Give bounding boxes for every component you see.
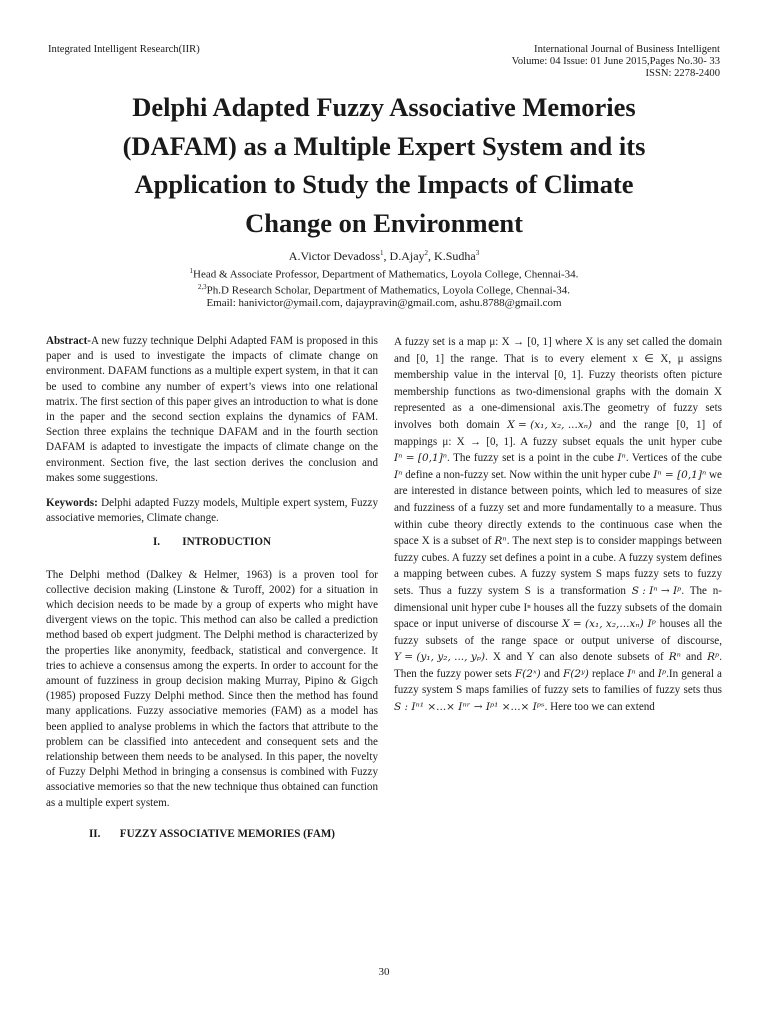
math-power-set-x: F(2ˣ) [514,667,541,680]
author-2: , D.Ajay [383,249,425,263]
math-ip-replace: Iᵖ [657,667,667,680]
abstract-text: A new fuzzy technique Delphi Adapted FAM is proposed in this paper and is used to investigate the impacts of climate change on environment. DAFAM functions as a multiple expert system, in that it can be used to combine any number of expert’s views into one relational matrix. The first section of this paper gives an introduction to what is done in the paper and the second section explains the dynamics of FAM. Section three explains the technique DAFAM and in the fourth section DAFAM is adapted to investigate the impacts of climate change on the environment. Section five, the last section derives the conclusion and makes some suggestions. [46,335,378,484]
author-list [40,246,728,265]
author-1: A.Victor Devadoss [288,249,381,263]
text-run-6: we are interested in distance between points, which led to measures of size and fuzziness of a fuzzy set and more fundamentally to a measure. Thus within cube theory directly extends to the continuous case when the space X is a subset of [394,468,722,548]
text-run-2: and the range [0, 1] of mappings μ: X → [0, 1]. A fuzzy subset equals the unit hyper cube [394,418,722,448]
math-in-replace: Iⁿ [627,667,636,680]
text-run-9: houses all the fuzzy subsets of the range space or output universe of discourse, [394,618,722,647]
math-x-domain: X = (x₁, x₂, ...xₙ) [507,418,593,431]
math-power-set-y: F(2ʸ) [563,667,589,680]
right-column [394,334,722,716]
text-run-7: . The next step is to consider mappings between fuzzy cubes. A fuzzy set defines a point in a cube. A fuzzy system defines a mapping between cubes. A fuzzy system S maps fuzzy sets to fuzzy sets. Thus a fuzzy system S is a transformation [394,535,722,597]
math-transformation: S : Iⁿ → Iᵖ [631,584,682,597]
abstract [46,334,378,486]
keywords-text: Delphi adapted Fuzzy models, Multiple expert system, Fuzzy associative memories, Climate change. [46,497,378,525]
math-ip: Iᵖ [647,618,656,631]
journal-header-right [512,44,720,80]
math-x-universe: X = (x₁, x₂,...xₙ) [562,618,644,631]
math-y-universe: Y = (y₁, y₂, ..., yₚ) [394,651,486,664]
keywords-label: Keywords: [46,497,98,510]
paper-title [40,88,728,242]
affiliation-1-sup: 1 [189,267,194,275]
math-rp: Rᵖ [707,651,720,664]
journal-header-left: Integrated Intelligent Research(IIR) [48,44,200,55]
affiliation-2-sup: 2,3 [197,283,207,291]
text-run-14: replace [588,667,628,680]
math-unit-cube-2: Iⁿ = [0,1]ⁿ [653,468,707,481]
math-unit-cube: Iⁿ = [0,1]ⁿ [394,452,448,465]
author-3-sup: 3 [475,249,480,257]
author-2-sup: 2 [424,249,429,257]
text-run-1: A fuzzy set is a map μ: X → [0, 1] where X is any set called the domain and [0, 1] the range. That is to every element x ∈ X, μ assigns membership value in the interval [0, 1]. Fuzzy theorists often picture membership functions as two-dimensional graphs with the domain X represented as a one-dimensional axis.The geometry of fuzzy sets involves both domain [394,336,722,431]
keywords [46,496,378,526]
text-run-10: . X and Y can also denote subsets of [485,651,669,664]
journal-issn: ISSN: 2278-2400 [645,68,720,79]
section-1-heading: I. INTRODUCTION [152,536,272,549]
math-rn: Rⁿ [494,535,507,548]
text-run-8: . The n-dimensional unit hyper cube Iⁿ houses all the fuzzy subsets of the domain space or input universe of discourse [394,584,723,631]
math-rn-2: Rⁿ [668,651,681,664]
author-1-sup: 1 [380,249,384,257]
fam-paragraph [394,334,722,716]
page-number: 30 [378,966,390,978]
text-run-4: . Vertices of the cube [625,452,722,465]
text-run-13: and [540,667,564,680]
journal-volume: Volume: 04 Issue: 01 June 2015,Pages No.30- 33 [511,56,720,67]
text-run-5: define a non-fuzzy set. Now within the unit hyper cube [402,468,654,481]
title-line-3: Application to Study the Impacts of Climate [134,169,634,199]
title-line-1: Delphi Adapted Fuzzy Associative Memories [132,92,636,122]
author-emails: Email: hanivictor@ymail.com, dajaypravin@gmail.com, ashu.8788@gmail.com [206,297,562,309]
section-2-heading: II. FUZZY ASSOCIATIVE MEMORIES (FAM) [88,827,336,840]
author-3: , K.Sudha [428,249,476,263]
left-column [46,334,378,842]
title-line-4: Change on Environment [245,207,523,238]
text-run-15: and [635,667,658,680]
text-run-17: . Here too we can extend [544,701,655,714]
affiliation-1-text: Head & Associate Professor, Department of Mathematics, Loyola College, Chennai-34. [193,268,579,281]
math-cube-in-2: Iⁿ [394,468,403,481]
text-run-12: . Then the fuzzy power sets [394,651,722,680]
affiliation-2-text: Ph.D Research Scholar, Department of Mathematics, Loyola College, Chennai-34. [206,284,571,297]
math-general-system: S : Iⁿ¹ ×...× Iⁿʳ → Iᵖ¹ ×...× Iᵖˢ [394,701,545,714]
introduction-text: The Delphi method (Dalkey & Helmer, 1963) is a proven tool for collective decision making (Linstone & Turoff, 2002) for a situation in which decision needs to be made by a group of experts who might have divergent views on the topic. This method can also be called a prediction method based ob expert judgment. The Delphi method is characterized by the properties like anonymity, feedback, statistical and convergence. It tries to achieve a consensus among the experts. In order to account for the amount of fuzziness in group decision making Murray, Pipino & Gigch (1985) proposed Fuzzy Delphi method. Since then the method has found many applications. Fuzzy associative memories (FAM) as a model has been applied to analyse problems in which the factors that attribute to the problem can be classified into antecedent and consequent sets and the relationship between them needs to be analysed. In this paper, the novelty of Fuzzy Delphi Method in bringing a consensus is combined with Fuzzy associative memories so that the new technique thus obtained can function as a multiple expert system. [46,568,378,809]
title-line-2: (DAFAM) as a Multiple Expert System and its [122,130,646,161]
text-run-11: and [680,651,708,664]
math-cube-in: Iⁿ [617,452,626,465]
abstract-label: Abstract- [46,335,91,347]
text-run-3: . The fuzzy set is a point in the cube [447,452,618,465]
journal-name: International Journal of Business Intelligent [534,44,720,55]
text-run-16: .In general a fuzzy system S maps families of fuzzy sets to families of fuzzy sets thus [394,667,722,697]
